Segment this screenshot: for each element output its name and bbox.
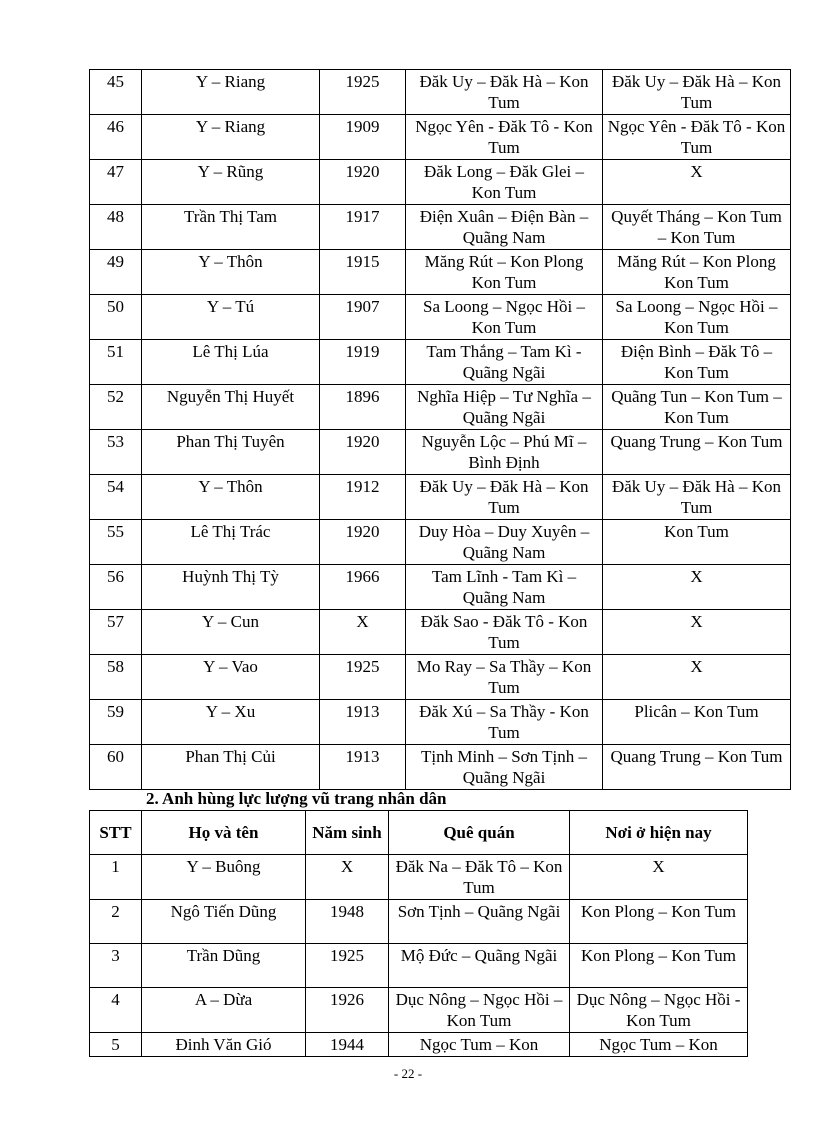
header-residence: Nơi ở hiện nay xyxy=(570,811,748,855)
cell-name: Y – Tú xyxy=(142,295,320,340)
table-row xyxy=(90,745,791,790)
header-name: Họ và tên xyxy=(142,811,306,855)
cell-name: A – Dừa xyxy=(142,988,306,1033)
cell-hometown: Ngọc Tum – Kon xyxy=(389,1033,570,1057)
cell-hometown: Mộ Đức – Quãng Ngãi xyxy=(389,944,570,988)
cell-residence: Plicân – Kon Tum xyxy=(603,700,791,745)
cell-hometown: Đăk Sao - Đăk Tô - Kon Tum xyxy=(406,610,603,655)
cell-stt: 59 xyxy=(90,700,142,745)
cell-stt: 60 xyxy=(90,745,142,790)
cell-residence: X xyxy=(570,855,748,900)
cell-hometown: Mo Ray – Sa Thầy – Kon Tum xyxy=(406,655,603,700)
cell-year: X xyxy=(320,610,406,655)
table-row xyxy=(90,295,791,340)
cell-name: Phan Thị Củi xyxy=(142,745,320,790)
cell-stt: 54 xyxy=(90,475,142,520)
cell-residence: Quang Trung – Kon Tum xyxy=(603,430,791,475)
cell-year: 1948 xyxy=(306,900,389,944)
cell-hometown: Đăk Uy – Đăk Hà – Kon Tum xyxy=(406,70,603,115)
table-row xyxy=(90,700,791,745)
header-hometown: Quê quán xyxy=(389,811,570,855)
cell-hometown: Nghĩa Hiệp – Tư Nghĩa – Quãng Ngãi xyxy=(406,385,603,430)
armed-forces-heroes-table xyxy=(89,810,748,1057)
cell-name: Trần Thị Tam xyxy=(142,205,320,250)
cell-year: 1917 xyxy=(320,205,406,250)
page-number: - 22 - xyxy=(393,1066,423,1081)
cell-stt: 1 xyxy=(90,855,142,900)
cell-hometown: Tam Lĩnh - Tam Kì – Quãng Nam xyxy=(406,565,603,610)
cell-hometown: Măng Rút – Kon Plong Kon Tum xyxy=(406,250,603,295)
cell-stt: 57 xyxy=(90,610,142,655)
cell-name: Nguyễn Thị Huyết xyxy=(142,385,320,430)
cell-year: 1919 xyxy=(320,340,406,385)
cell-year: 1915 xyxy=(320,250,406,295)
cell-name: Y – Rũng xyxy=(142,160,320,205)
cell-year: 1966 xyxy=(320,565,406,610)
cell-residence: Kon Plong – Kon Tum xyxy=(570,944,748,988)
cell-residence: Ngọc Tum – Kon xyxy=(570,1033,748,1057)
heroic-mothers-table-continued xyxy=(89,69,791,790)
cell-stt: 58 xyxy=(90,655,142,700)
cell-residence: X xyxy=(603,610,791,655)
cell-residence: X xyxy=(603,655,791,700)
cell-year: 1913 xyxy=(320,745,406,790)
cell-residence: X xyxy=(603,160,791,205)
cell-stt: 47 xyxy=(90,160,142,205)
cell-residence: Điện Bình – Đăk Tô – Kon Tum xyxy=(603,340,791,385)
cell-year: 1913 xyxy=(320,700,406,745)
cell-stt: 5 xyxy=(90,1033,142,1057)
cell-stt: 46 xyxy=(90,115,142,160)
cell-hometown: Đăk Xú – Sa Thầy - Kon Tum xyxy=(406,700,603,745)
cell-hometown: Tịnh Minh – Sơn Tịnh – Quãng Ngãi xyxy=(406,745,603,790)
cell-hometown: Điện Xuân – Điện Bàn – Quãng Nam xyxy=(406,205,603,250)
table-header-row xyxy=(90,811,748,855)
table-row xyxy=(90,115,791,160)
cell-hometown: Duy Hòa – Duy Xuyên – Quãng Nam xyxy=(406,520,603,565)
table-row xyxy=(90,655,791,700)
cell-residence: Măng Rút – Kon Plong Kon Tum xyxy=(603,250,791,295)
cell-name: Y – Buông xyxy=(142,855,306,900)
cell-name: Y – Xu xyxy=(142,700,320,745)
section-title: 2. Anh hùng lực lượng vũ trang nhân dân xyxy=(146,789,447,808)
table-row xyxy=(90,475,791,520)
table-row xyxy=(90,900,748,944)
cell-hometown: Đăk Long – Đăk Glei – Kon Tum xyxy=(406,160,603,205)
cell-name: Y – Thôn xyxy=(142,475,320,520)
cell-name: Y – Cun xyxy=(142,610,320,655)
table-row xyxy=(90,160,791,205)
cell-name: Trần Dũng xyxy=(142,944,306,988)
cell-residence: X xyxy=(603,565,791,610)
cell-residence: Đăk Uy – Đăk Hà – Kon Tum xyxy=(603,70,791,115)
table-row xyxy=(90,565,791,610)
table-row xyxy=(90,610,791,655)
cell-stt: 3 xyxy=(90,944,142,988)
cell-name: Phan Thị Tuyên xyxy=(142,430,320,475)
cell-year: 1909 xyxy=(320,115,406,160)
cell-year: 1926 xyxy=(306,988,389,1033)
table-row xyxy=(90,205,791,250)
cell-stt: 2 xyxy=(90,900,142,944)
cell-year: X xyxy=(306,855,389,900)
cell-year: 1944 xyxy=(306,1033,389,1057)
cell-year: 1920 xyxy=(320,160,406,205)
table-row xyxy=(90,250,791,295)
cell-name: Lê Thị Trác xyxy=(142,520,320,565)
cell-residence: Quãng Tun – Kon Tum – Kon Tum xyxy=(603,385,791,430)
table-row xyxy=(90,385,791,430)
cell-residence: Quyết Tháng – Kon Tum – Kon Tum xyxy=(603,205,791,250)
cell-name: Ngô Tiến Dũng xyxy=(142,900,306,944)
cell-name: Y – Thôn xyxy=(142,250,320,295)
cell-residence: Quang Trung – Kon Tum xyxy=(603,745,791,790)
cell-year: 1925 xyxy=(320,70,406,115)
cell-hometown: Đăk Na – Đăk Tô – Kon Tum xyxy=(389,855,570,900)
cell-year: 1896 xyxy=(320,385,406,430)
cell-name: Y – Riang xyxy=(142,70,320,115)
cell-stt: 49 xyxy=(90,250,142,295)
cell-stt: 53 xyxy=(90,430,142,475)
table-row xyxy=(90,520,791,565)
cell-year: 1925 xyxy=(320,655,406,700)
table-row xyxy=(90,1033,748,1057)
cell-name: Y – Vao xyxy=(142,655,320,700)
cell-hometown: Nguyễn Lộc – Phú Mĩ – Bình Định xyxy=(406,430,603,475)
cell-stt: 52 xyxy=(90,385,142,430)
cell-residence: Sa Loong – Ngọc Hồi – Kon Tum xyxy=(603,295,791,340)
cell-year: 1907 xyxy=(320,295,406,340)
cell-year: 1920 xyxy=(320,430,406,475)
cell-year: 1920 xyxy=(320,520,406,565)
cell-residence: Ngọc Yên - Đăk Tô - Kon Tum xyxy=(603,115,791,160)
cell-residence: Dục Nông – Ngọc Hồi - Kon Tum xyxy=(570,988,748,1033)
table-row xyxy=(90,70,791,115)
table-row xyxy=(90,855,748,900)
header-year: Năm sinh xyxy=(306,811,389,855)
cell-hometown: Đăk Uy – Đăk Hà – Kon Tum xyxy=(406,475,603,520)
cell-stt: 56 xyxy=(90,565,142,610)
cell-year: 1912 xyxy=(320,475,406,520)
cell-name: Huỳnh Thị Tỳ xyxy=(142,565,320,610)
cell-residence: Kon Plong – Kon Tum xyxy=(570,900,748,944)
cell-stt: 55 xyxy=(90,520,142,565)
header-stt: STT xyxy=(90,811,142,855)
cell-year: 1925 xyxy=(306,944,389,988)
cell-stt: 4 xyxy=(90,988,142,1033)
cell-name: Đinh Văn Gió xyxy=(142,1033,306,1057)
cell-stt: 45 xyxy=(90,70,142,115)
cell-residence: Kon Tum xyxy=(603,520,791,565)
table-row xyxy=(90,944,748,988)
cell-name: Lê Thị Lúa xyxy=(142,340,320,385)
cell-hometown: Tam Thắng – Tam Kì - Quãng Ngãi xyxy=(406,340,603,385)
cell-residence: Đăk Uy – Đăk Hà – Kon Tum xyxy=(603,475,791,520)
cell-name: Y – Riang xyxy=(142,115,320,160)
cell-stt: 51 xyxy=(90,340,142,385)
cell-hometown: Sa Loong – Ngọc Hồi – Kon Tum xyxy=(406,295,603,340)
cell-hometown: Ngọc Yên - Đăk Tô - Kon Tum xyxy=(406,115,603,160)
cell-stt: 50 xyxy=(90,295,142,340)
cell-hometown: Dục Nông – Ngọc Hồi – Kon Tum xyxy=(389,988,570,1033)
table-row xyxy=(90,340,791,385)
cell-stt: 48 xyxy=(90,205,142,250)
table-row xyxy=(90,430,791,475)
cell-hometown: Sơn Tịnh – Quãng Ngãi xyxy=(389,900,570,944)
table-row xyxy=(90,988,748,1033)
